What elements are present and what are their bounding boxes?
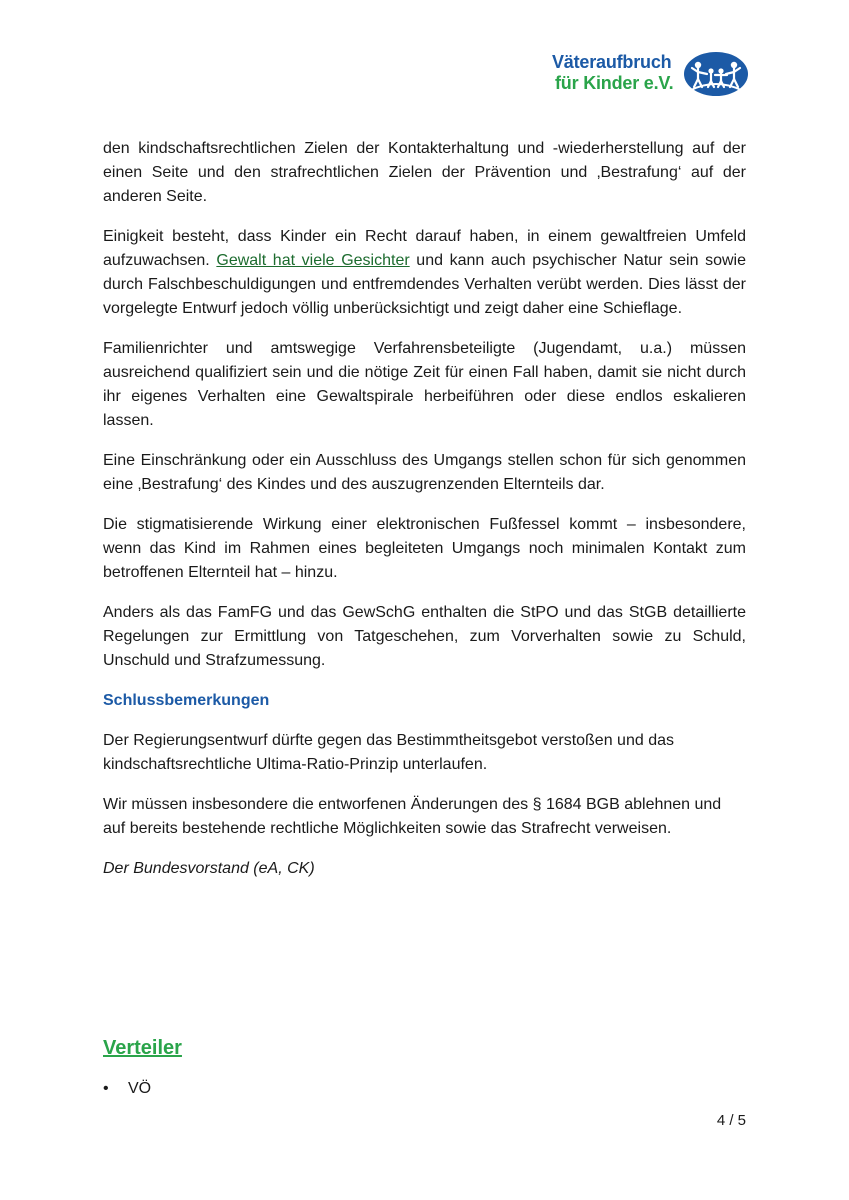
organization-logo [552, 50, 748, 100]
paragraph-text: und kann auch psychischer Natur sein sowie durch Falschbeschuldigungen und entfremdendes Verhalten verübt werden. Dies lässt der vorgelegte Entwurf jedoch völlig unberücksichtigt und zeigt daher eine Schieflage. [103, 252, 747, 317]
distribution-heading: Verteiler [103, 1037, 182, 1059]
paragraph [103, 225, 746, 321]
logo-line-1: Väteraufbruch [552, 52, 672, 72]
closing-paragraph: Der Regierungsentwurf dürfte gegen das Bestimmtheitsgebot verstoßen und das kindschaftsrechtliche Ultima-Ratio-Prinzip unterlaufen. [103, 732, 674, 773]
paragraph: Die stigmatisierende Wirkung einer elektronischen Fußfessel kommt – insbesondere, wenn das Kind im Rahmen eines begleiteten Umgangs noch minimalen Kontakt zum betroffenen Elternteil hat – hinzu. [103, 516, 746, 581]
paragraph-text: Einigkeit besteht, dass Kinder ein Recht darauf haben, in einem gewaltfreien Umfeld aufzuwachsen. [103, 228, 746, 269]
paragraph: Anders als das FamFG und das GewSchG enthalten die StPO und das StGB detaillierte Regelungen zur Ermittlung von Tatgeschehen, zum Vorverhalten sowie zu Schuld, Unschuld und Strafzumessung. [103, 604, 746, 669]
list-item: • VÖ [103, 1077, 151, 1101]
section-heading: Schlussbemerkungen [103, 692, 270, 709]
paragraph: Familienrichter und amtswegige Verfahrensbeteiligte (Jugendamt, u.a.) müssen ausreichend qualifiziert sein und die nötige Zeit für einen Fall haben, damit sie nicht durch ihr eigenes Verhalten eine Gewaltspirale herbeiführen oder diese endlos eskalieren lassen. [103, 340, 746, 429]
logo-line-2: für Kinder e.V. [555, 73, 674, 93]
document-body [103, 137, 746, 897]
closing-paragraph: Wir müssen insbesondere die entworfenen Änderungen des § 1684 BGB ablehnen und auf bereits bestehende rechtliche Möglichkeiten sowie das Strafrecht verweisen. [103, 796, 722, 837]
family-figures-icon [683, 50, 749, 98]
paragraph: Eine Einschränkung oder ein Ausschluss des Umgangs stellen schon für sich genommen eine ‚Bestrafung‘ des Kindes und des auszugrenzenden Elternteils dar. [103, 452, 746, 493]
logo-wordmark [552, 52, 673, 94]
paragraph: den kindschaftsrechtlichen Zielen der Kontakterhaltung und -wiederherstellung auf der einen Seite und den strafrechtlichen Zielen der Prävention und ‚Bestrafung‘ auf der anderen Seite. [103, 140, 746, 205]
signature: Der Bundesvorstand (eA, CK) [103, 860, 315, 877]
distribution-list [103, 1077, 151, 1101]
page-number: 4 / 5 [716, 1112, 746, 1129]
violence-faces-link[interactable]: Gewalt hat viele Gesichter [216, 252, 410, 269]
